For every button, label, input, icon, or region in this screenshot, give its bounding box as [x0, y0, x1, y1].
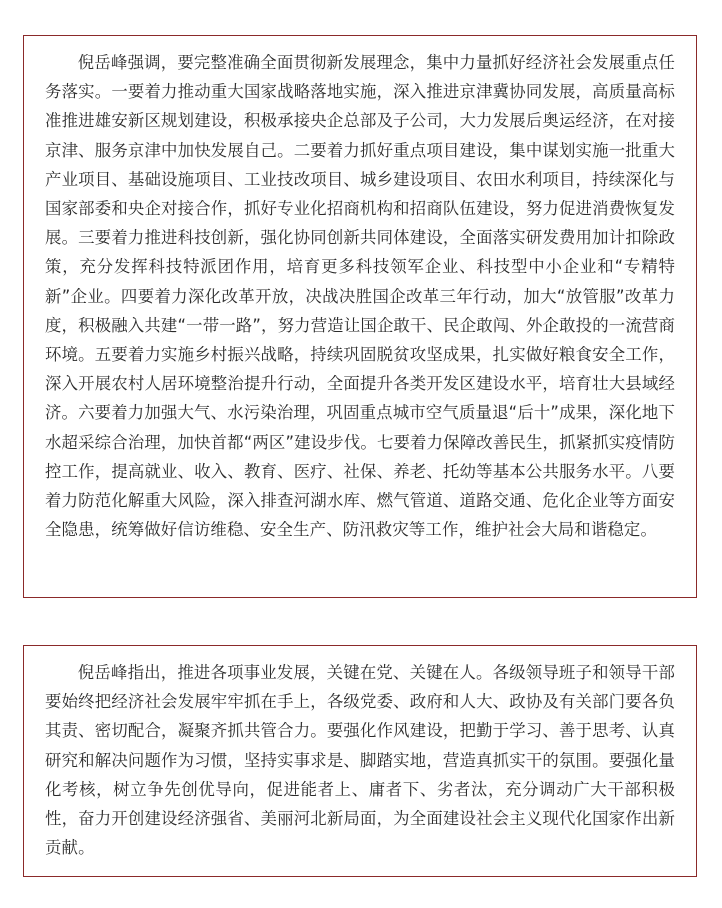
- text-box-1: [23, 35, 697, 598]
- paragraph-2: 倪岳峰指出，推进各项事业发展，关键在党、关键在人。各级领导班子和领导干部要始终把经济社会发展牢牢抓在手上，各级党委、政府和人大、政协及有关部门要各负其责、密切配合，凝聚齐抓共管合力。要强化作风建设，把勤于学习、善于思考、认真研究和解决问题作为习惯，坚持实事求是、脚踏实地，营造真抓实干的氛围。要强化量化考核，树立争先创优导向，促进能者上、庸者下、劣者汰，充分调动广大干部积极性，奋力开创建设经济强省、美丽河北新局面，为全面建设社会主义现代化国家作出新贡献。: [45, 663, 675, 858]
- paragraph-1: 倪岳峰强调，要完整准确全面贯彻新发展理念，集中力量抓好经济社会发展重点任务落实。一要着力推动重大国家战略落地实施，深入推进京津冀协同发展，高质量高标准推进雄安新区规划建设，积极承接央企总部及子公司，大力发展后奥运经济，在对接京津、服务京津中加快发展自己。二要着力抓好重点项目建设，集中谋划实施一批重大产业项目、基础设施项目、工业技改项目、城乡建设项目、农田水利项目，持续深化与国家部委和央企对接合作，抓好专业化招商机构和招商队伍建设，努力促进消费恢复发展。三要着力推进科技创新，强化协同创新共同体建设，全面落实研发费用加计扣除政策，充分发挥科技特派团作用，培育更多科技领军企业、科技型中小企业和“专精特新”企业。四要着力深化改革开放，决战决胜国企改革三年行动，加大“放管服”改革力度，积极融入共建“一带一路”，努力营造让国企敢干、民企敢闯、外企敢投的一流营商环境。五要着力实施乡村振兴战略，持续巩固脱贫攻坚成果，扎实做好粮食安全工作，深入开展农村人居环境整治提升行动，全面提升各类开发区建设水平，培育壮大县域经济。六要着力加强大气、水污染治理，巩固重点城市空气质量退“后十”成果，深化地下水超采综合治理，加快首都“两区”建设步伐。七要着力保障改善民生，抓紧抓实疫情防控工作，提高就业、收入、教育、医疗、社保、养老、托幼等基本公共服务水平。八要着力防范化解重大风险，深入排查河湖水库、燃气管道、道路交通、危化企业等方面安全隐患，统筹做好信访维稳、安全生产、防汛救灾等工作，维护社会大局和谐稳定。: [45, 53, 675, 540]
- text-box-2: [23, 645, 697, 877]
